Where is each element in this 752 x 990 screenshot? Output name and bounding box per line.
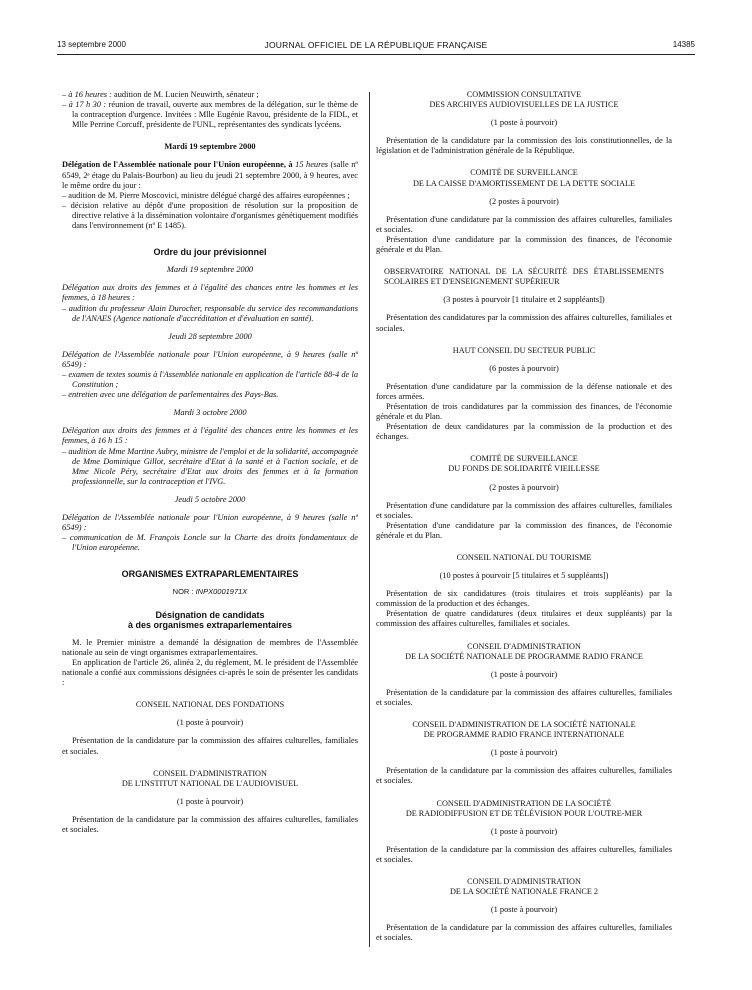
organism-name: DE LA SOCIÉTÉ NATIONALE FRANCE 2 (449, 887, 599, 897)
organism-name: HAUT CONSEIL DU SECTEUR PUBLIC (452, 345, 596, 355)
organism-name: DE LA CAISSE D'AMORTISSEMENT DE LA DETTE SOCIALE (412, 178, 636, 188)
list-item: – audition de M. Pierre Moscovici, ministre délégué chargé des affaires européennes ; (62, 190, 350, 200)
paragraph: M. le Premier ministre a demandé la désignation de membres de l'Assemblée nationale au sein de vingt organismes extraparlementaires. (62, 637, 358, 657)
column-divider (369, 92, 370, 947)
presentation-text: Présentation de deux candidatures par la commission de la production et des échanges. (376, 422, 672, 442)
odj-text: Délégation aux droits des femmes et à l'égalité des chances entre les hommes et les femmes, à 18 heures : (62, 283, 358, 303)
designation-subtitle: à des organismes extraparlementaires (127, 619, 293, 630)
presentation-text: Présentation de trois candidatures par la commission des finances, de l'économie générale et du Plan. (376, 401, 672, 422)
header-date: 13 septembre 2000 (57, 40, 126, 49)
posts-count: (2 postes à pourvoir) (489, 196, 559, 206)
presentation-text: Présentation de la candidature par la commission des affaires culturelles, familiales et sociales. (376, 923, 672, 943)
presentation-text: Présentation des candidatures par la commission des affaires culturelles, familiales et sociales. (376, 313, 672, 333)
organism-name: CONSEIL D'ADMINISTRATION (467, 641, 581, 651)
paragraph: En application de l'article 26, alinéa 2, du règlement, M. le président de l'Assemblée nationale a confié aux commissions désignées ci-après le soin de présenter les candidats : (62, 657, 358, 688)
organism-name: CONSEIL D'ADMINISTRATION DE LA SOCIÉTÉ (436, 798, 612, 808)
right-column (376, 90, 672, 943)
posts-count: (1 poste à pourvoir) (176, 718, 244, 728)
odj-text: Délégation de l'Assemblée nationale pour l'Union européenne, à 9 heures (salle nº 6549) : (62, 513, 358, 533)
presentation-text: Présentation de la candidature par la commission des affaires culturelles, familiales et sociales. (376, 766, 672, 786)
delegation-paragraph: Délégation de l'Assemblée nationale pour l'Union européenne, à 15 heures (salle nº 6549, 2ᵉ étage du Palais-Bourbon) au lieu du jeudi 21 septembre 2000, à 9 heures, avec le même ordre du jour : (62, 160, 358, 190)
presentation-text: Présentation de six candidatures (trois titulaires et trois suppléants) par la commission de la production et des échanges. (376, 589, 672, 609)
list-item: – entretien avec une délégation de parlementaires des Pays-Bas. (62, 390, 279, 400)
presentation-text: Présentation de la candidature par la commission des affaires culturelles, familiales et sociales. (62, 814, 358, 834)
left-column (62, 90, 358, 835)
page-header (57, 40, 695, 54)
header-rule (57, 54, 695, 55)
presentation-text: Présentation d'une candidature par la commission des affaires culturelles, familiales et sociales. (376, 214, 672, 234)
organism-name: COMITÉ DE SURVEILLANCE (470, 454, 578, 464)
odj-date: Jeudi 28 septembre 2000 (168, 331, 252, 341)
list-item: – communication de M. François Loncle sur la Charte des droits fondamentaux de l'Union européenne. (62, 533, 359, 553)
day-heading: Mardi 19 septembre 2000 (164, 142, 256, 152)
organism-name: COMITÉ DE SURVEILLANCE (470, 168, 578, 178)
presentation-text: Présentation de la candidature par la commission des affaires culturelles, familiales et sociales. (376, 687, 672, 707)
organism-name: DU FONDS DE SOLIDARITÉ VIEILLESSE (448, 464, 600, 474)
organism-name: CONSEIL NATIONAL DU TOURISME (456, 553, 592, 562)
presentation-text: Présentation de quatre candidatures (deux titulaires et deux suppléants) par la commission des affaires culturelles, familiales et sociales. (376, 609, 672, 629)
presentation-text: Présentation de la candidature par la commission des affaires culturelles, familiales et sociales. (62, 736, 358, 756)
odj-text: Délégation de l'Assemblée nationale pour l'Union européenne, à 9 heures (salle nº 6549) : (62, 349, 358, 369)
presentation-text: Présentation de la candidature par la commission des affaires culturelles, familiales et sociales. (376, 844, 672, 864)
organism-name: CONSEIL NATIONAL DES FONDATIONS (135, 700, 285, 710)
organism-name: DE PROGRAMME RADIO FRANCE INTERNATIONALE (423, 730, 625, 740)
posts-count: (1 poste à pourvoir) (176, 796, 244, 806)
presentation-text: Présentation d'une candidature par la commission de la défense nationale et des forces armées. (376, 381, 672, 401)
organism-name: CONSEIL D'ADMINISTRATION (153, 768, 267, 778)
journal-title: JOURNAL OFFICIEL DE LA RÉPUBLIQUE FRANÇAISE (264, 40, 488, 50)
odj-date: Mardi 19 septembre 2000 (166, 265, 254, 275)
designation-title: Désignation de candidats (155, 609, 265, 620)
section-title-organismes: ORGANISMES EXTRAPARLEMENTAIRES (121, 569, 299, 580)
odj-date: Mardi 3 octobre 2000 (173, 408, 247, 418)
organism-name: OBSERVATOIRE NATIONAL DE LA SÉCURITÉ DES ÉTABLISSEMENTS SCOLAIRES ET D'ENSEIGNEMENT SUPÉRIEUR (384, 267, 664, 287)
presentation-text: Présentation de la candidature par la commission des lois constitutionnelles, de la législation et de l'administration générale de la République. (376, 136, 672, 156)
list-item: – décision relative au dépôt d'une proposition de résolution sur la proposition de directive relative à la dissémination volontaire d'organismes génétiquement modifiés dans l'environnement (nº E 1485). (62, 200, 358, 231)
list-item: – audition de Mme Martine Aubry, ministre de l'emploi et de la solidarité, accompagnée de Mme Dominique Gillot, secrétaire d'Etat à la santé et à l'action sociale, et de Mme Nicole Péry, secrétaire d'Etat aux droits des femmes et à la formation professionnelle, sur la contraception et l'IVG. (62, 446, 359, 486)
organism-name: DES ARCHIVES AUDIOVISUELLES DE LA JUSTICE (429, 100, 619, 110)
list-item: – à 17 h 30 : réunion de travail, ouverte aux membres de la délégation, sur le thème de la contraception d'urgence. Invitées : Mlle Eugénie Ravou, présidente de la FIDL, et Mlle Perrine Corcuff, présidente de l'UNL, représentantes des syndicats lycéens. (62, 100, 359, 130)
posts-count: (1 poste à pourvoir) (490, 669, 558, 679)
nor-reference: NOR : INPX0001971X (172, 587, 248, 597)
posts-count: (2 postes à pourvoir) (489, 482, 559, 492)
presentation-text: Présentation d'une candidature par la commission des finances, de l'économie générale et du Plan. (376, 520, 672, 540)
organism-name: CONSEIL D'ADMINISTRATION DE LA SOCIÉTÉ NATIONALE (412, 720, 636, 730)
organism-name: DE RADIODIFFUSION ET DE TÉLÉVISION POUR L'OUTRE-MER (405, 808, 643, 818)
section-title-odj: Ordre du jour prévisionnel (153, 247, 267, 258)
organism-name: CONSEIL D'ADMINISTRATION (467, 876, 581, 886)
presentation-text: Présentation d'une candidature par la commission des affaires culturelles, familiales et sociales. (376, 500, 672, 520)
organism-name: DE LA SOCIÉTÉ NATIONALE DE PROGRAMME RADIO FRANCE (405, 651, 643, 661)
posts-count: (3 postes à pourvoir [1 titulaire et 2 suppléants]) (443, 295, 605, 305)
organism-name: COMMISSION CONSULTATIVE (466, 90, 582, 99)
presentation-text: Présentation d'une candidature par la commission des finances, de l'économie générale et du Plan. (376, 234, 672, 255)
posts-count: (1 poste à pourvoir) (490, 826, 558, 836)
odj-text: Délégation aux droits des femmes et à l'égalité des chances entre les hommes et les femmes, à 16 h 15 : (62, 426, 358, 446)
odj-date: Jeudi 5 octobre 2000 (174, 494, 246, 504)
posts-count: (1 poste à pourvoir) (490, 118, 558, 128)
posts-count: (10 postes à pourvoir [5 titulaires et 5 suppléants]) (439, 571, 609, 581)
posts-count: (6 postes à pourvoir) (489, 363, 559, 373)
organism-name: DE L'INSTITUT NATIONAL DE L'AUDIOVISUEL (121, 778, 299, 788)
list-item: – examen de textes soumis à l'Assemblée nationale en application de l'article 88-4 de la Constitution ; (62, 369, 359, 390)
posts-count: (1 poste à pourvoir) (490, 905, 558, 915)
posts-count: (1 poste à pourvoir) (490, 748, 558, 758)
list-item: – à 16 heures : audition de M. Lucien Neuwirth, sénateur ; (62, 90, 259, 99)
page-number: 14385 (672, 40, 695, 49)
list-item: – audition du professeur Alain Durocher, responsable du service des recommandations de l'ANAES (Agence nationale d'accréditation et d'évaluation en santé). (62, 303, 358, 323)
